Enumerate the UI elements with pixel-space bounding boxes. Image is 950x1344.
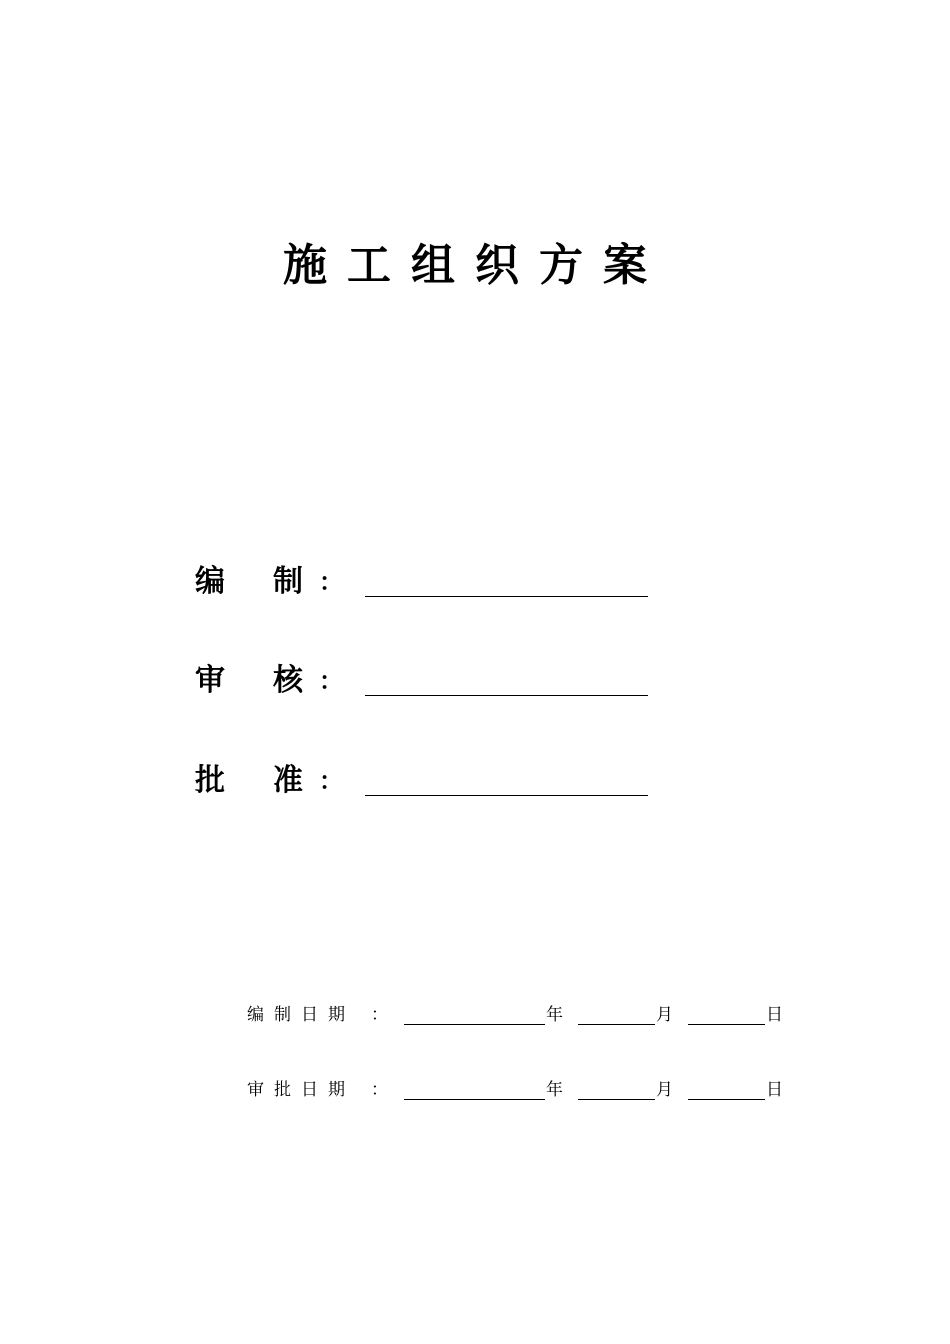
signature-label-char: 编: [195, 564, 225, 599]
month-blank-line[interactable]: [578, 1099, 655, 1100]
date-colon: ：: [371, 1080, 388, 1100]
document-title: 施工组织方案: [283, 240, 667, 291]
year-unit: 年: [546, 1005, 563, 1025]
month-unit: 月: [656, 1080, 673, 1100]
date-label: 审批日期: [247, 1080, 355, 1100]
signature-blank-line[interactable]: [365, 695, 648, 696]
year-blank-line[interactable]: [404, 1099, 545, 1100]
day-unit: 日: [766, 1080, 783, 1100]
signature-colon: ：: [319, 567, 343, 596]
signature-colon: ：: [319, 766, 343, 795]
year-blank-line[interactable]: [404, 1024, 545, 1025]
date-label: 编制日期: [247, 1005, 355, 1025]
signature-label-char: 准: [273, 763, 303, 798]
signature-blank-line[interactable]: [365, 795, 648, 796]
signature-label-char: 审: [195, 663, 225, 698]
signature-colon: ：: [319, 666, 343, 695]
day-unit: 日: [766, 1005, 783, 1025]
signature-label-char: 核: [273, 663, 303, 698]
month-unit: 月: [656, 1005, 673, 1025]
signature-label-char: 批: [195, 763, 225, 798]
day-blank-line[interactable]: [688, 1024, 765, 1025]
signature-label-char: 制: [273, 564, 303, 599]
date-colon: ：: [371, 1005, 388, 1025]
day-blank-line[interactable]: [688, 1099, 765, 1100]
month-blank-line[interactable]: [578, 1024, 655, 1025]
year-unit: 年: [546, 1080, 563, 1100]
signature-blank-line[interactable]: [365, 596, 648, 597]
